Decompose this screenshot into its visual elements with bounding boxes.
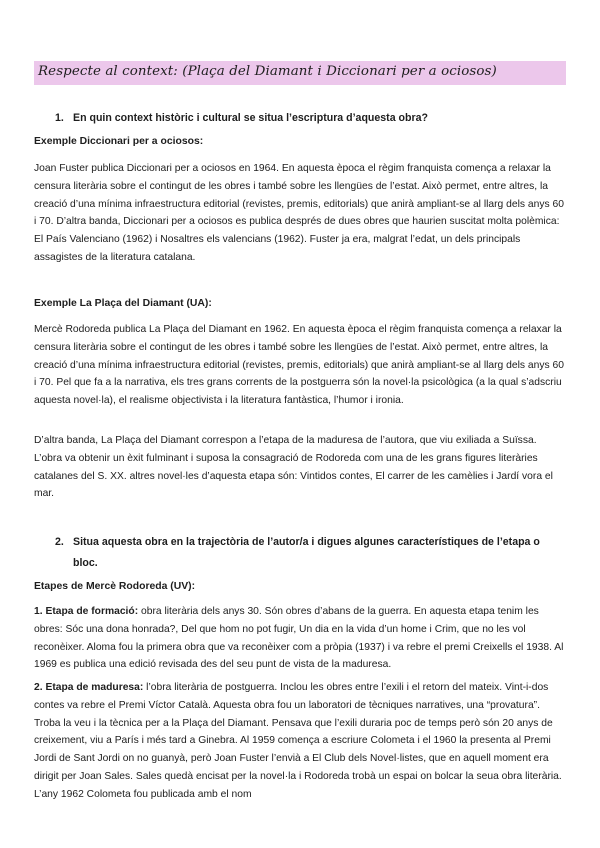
example-diccionari-paragraph: Joan Fuster publica Diccionari per a ociosos en 1964. En aquesta època el règim franquista comença a relaxar la censura literària sobre el contingut de les obres i també sobre les llengües de l’estat. Això permet, entre altres, la creació d’una mínima infraestructura editorial (revistes, premis, editorials) que anirà ampliant-se al llarg dels anys 60 i 70. D’altra banda, Diccionari per a ociosos es publica després de dues obres que haurien suscitat molta polèmica: El País Valenciano (1962) i Nosaltres els valencians (1962). Fuster ja era, malgrat l’edat, un dels principals assagistes de la literatura catalana. — [34, 163, 564, 263]
question-1-text: En quin context històric i cultural se situa l’escriptura d’aquesta obra? — [73, 112, 428, 124]
example-diccionari-heading: Exemple Diccionari per a ociosos: — [34, 136, 204, 147]
etapa-formacio-paragraph — [34, 603, 566, 674]
etapes-heading: Etapes de Mercè Rodoreda (UV): — [34, 581, 196, 592]
example-placa-heading: Exemple La Plaça del Diamant (UA): — [34, 298, 212, 309]
etapa-maduresa-text: l’obra literària de postguerra. Inclou les obres entre l’exili i el retorn del mateix. Vint-i-dos contes va rebre el Premi Víctor Català. Aquesta obra fou un laboratori de tècniques narratives, una “provatura”. Troba la veu i la tècnica per a la Plaça del Diamant. Pensava que l’exili duraria poc de temps però són 20 anys de creixement, viu a París i més tard a Ginebra. Al 1959 comença a escriure Colometa i el 1960 la presenta al Premi Jordi de Sant Jordi on no guanyà, però Joan Fuster l’envià a El Club dels Novel·listes, que en aquell moment era dirigit per Joan Sales. Sales quedà encisat per la novel·la i Rodoreda trobà un espai on bolcar la seua obra literària. L’any 1962 Colometa fou publicada amb el nom — [34, 682, 562, 800]
etapa-maduresa-label: 2. Etapa de maduresa: — [34, 682, 144, 693]
question-2-number: 2. — [55, 536, 64, 548]
question-1 — [55, 108, 575, 129]
example-placa-paragraph-2: D’altra banda, La Plaça del Diamant correspon a l’etapa de la maduresa de l’autora, que viu exiliada a Suïssa. L’obra va obtenir un èxit fulminant i suposa la consagració de Rodoreda com una de les grans figures literàries catalanes del S. XX. altres novel·les d’aquesta etapa són: Vintidos contes, El carrer de les camèlies i Jardí vora el mar. — [34, 435, 553, 500]
section-title: Respecte al context: (Plaça del Diamant i Diccionari per a ociosos) — [38, 64, 497, 79]
question-2 — [55, 532, 575, 574]
etapa-formacio-label: 1. Etapa de formació: — [34, 606, 139, 617]
etapa-formacio-text: obra literària dels anys 30. Són obres d’abans de la guerra. En aquesta etapa tenim les obres: Sóc una dona honrada?, Del que hom no pot fugir, Un dia en la vida d’un home i Crim, que no les vol reconèixer. Aloma fou la primera obra que va reconèixer com a pròpia (1937) i va rebre el premi Creixells el 1938. Al 1969 es publica una edició revisada des del seu punt de vista de la maduresa. — [34, 606, 564, 671]
question-1-number: 1. — [55, 112, 64, 124]
etapa-maduresa-paragraph — [34, 679, 566, 804]
section-banner — [34, 61, 566, 85]
example-placa-paragraph-1: Mercè Rodoreda publica La Plaça del Diamant en 1962. En aquesta època el règim franquista comença a relaxar la censura literària sobre el contingut de les obres i també sobre les llengües de l’estat. Això permet, entre altres, la creació d’una mínima infraestructura editorial (revistes, premis, editorials) que anirà ampliant-se al llarg dels anys 60 i 70. Pel que fa a la narrativa, els tres grans corrents de la postguerra són la novel·la psicològica (a la qual s’adscriu aquesta novel·la), el realisme objectivista i la literatura fantàstica, l’humor i ironia. — [34, 324, 564, 407]
question-2-text: Situa aquesta obra en la trajectòria de l’autor/a i digues algunes característiques de l’etapa o bloc. — [73, 536, 540, 569]
